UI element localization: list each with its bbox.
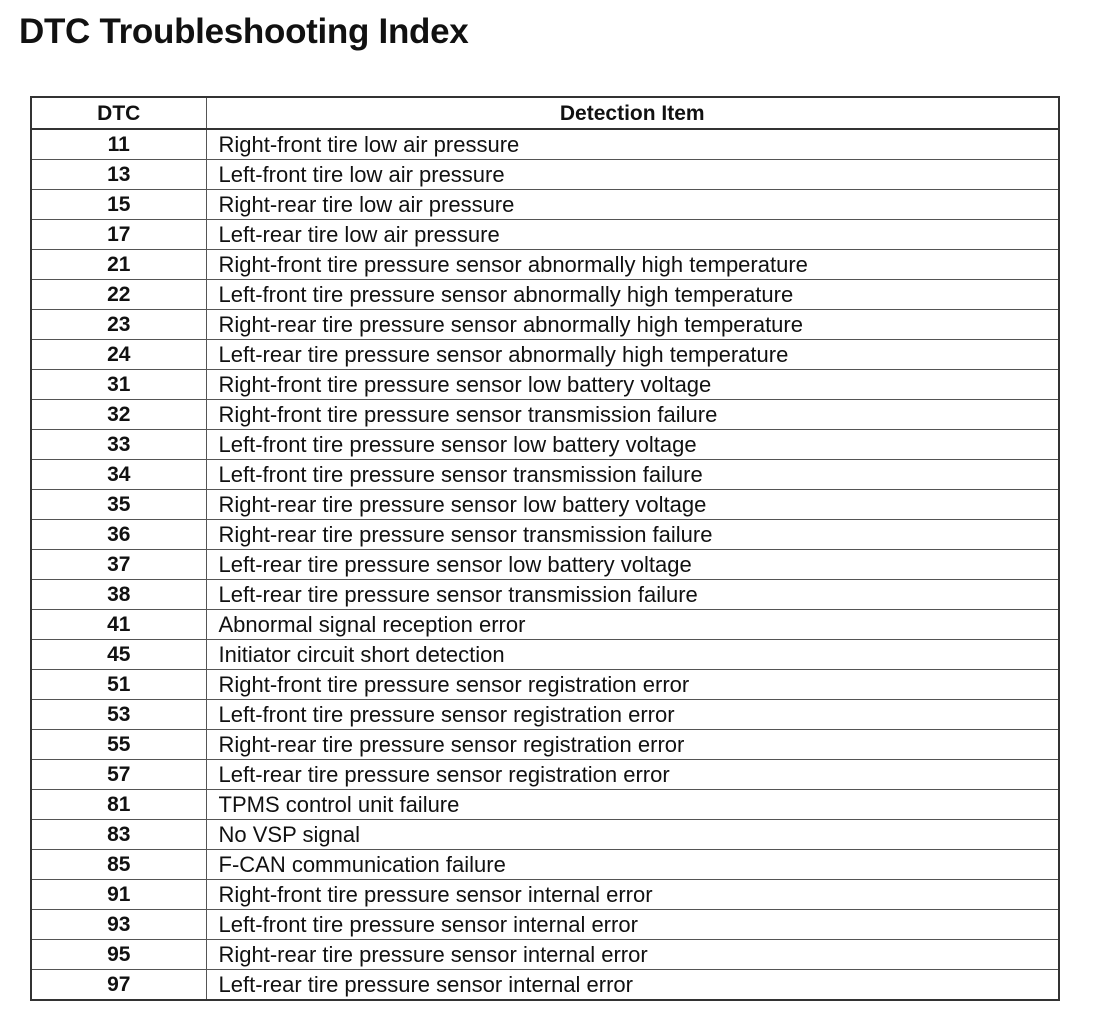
detection-item-cell: Left-rear tire pressure sensor abnormally high temperature <box>206 340 1059 370</box>
dtc-code-cell: 35 <box>31 490 206 520</box>
dtc-code-cell: 57 <box>31 760 206 790</box>
detection-item-cell: Right-rear tire pressure sensor transmission failure <box>206 520 1059 550</box>
detection-item-cell: Right-rear tire low air pressure <box>206 190 1059 220</box>
table-header-row <box>31 97 1059 129</box>
column-header-detection-item: Detection Item <box>206 97 1059 129</box>
detection-item-cell: Right-front tire pressure sensor internal error <box>206 880 1059 910</box>
table-row <box>31 460 1059 490</box>
detection-item-cell: Left-rear tire pressure sensor transmission failure <box>206 580 1059 610</box>
detection-item-cell: Right-rear tire pressure sensor abnormally high temperature <box>206 310 1059 340</box>
table-row <box>31 370 1059 400</box>
dtc-code-cell: 97 <box>31 970 206 1001</box>
dtc-code-cell: 13 <box>31 160 206 190</box>
table-row <box>31 280 1059 310</box>
dtc-code-cell: 38 <box>31 580 206 610</box>
table-body <box>31 129 1059 1000</box>
detection-item-cell: Right-rear tire pressure sensor registration error <box>206 730 1059 760</box>
table-row <box>31 190 1059 220</box>
dtc-code-cell: 55 <box>31 730 206 760</box>
detection-item-cell: Right-front tire pressure sensor low battery voltage <box>206 370 1059 400</box>
dtc-code-cell: 53 <box>31 700 206 730</box>
dtc-code-cell: 95 <box>31 940 206 970</box>
detection-item-cell: Left-front tire pressure sensor abnormally high temperature <box>206 280 1059 310</box>
page-title: DTC Troubleshooting Index <box>19 12 469 51</box>
detection-item-cell: Left-front tire pressure sensor low battery voltage <box>206 430 1059 460</box>
detection-item-cell: TPMS control unit failure <box>206 790 1059 820</box>
dtc-code-cell: 21 <box>31 250 206 280</box>
dtc-code-cell: 37 <box>31 550 206 580</box>
dtc-code-cell: 85 <box>31 850 206 880</box>
dtc-code-cell: 24 <box>31 340 206 370</box>
detection-item-cell: Left-front tire pressure sensor internal error <box>206 910 1059 940</box>
detection-item-cell: Left-front tire low air pressure <box>206 160 1059 190</box>
table-row <box>31 400 1059 430</box>
dtc-code-cell: 33 <box>31 430 206 460</box>
dtc-code-cell: 81 <box>31 790 206 820</box>
table-row <box>31 970 1059 1001</box>
column-header-dtc: DTC <box>31 97 206 129</box>
dtc-code-cell: 23 <box>31 310 206 340</box>
detection-item-cell: Left-rear tire low air pressure <box>206 220 1059 250</box>
dtc-code-cell: 36 <box>31 520 206 550</box>
dtc-code-cell: 45 <box>31 640 206 670</box>
dtc-index-table <box>30 96 1060 1001</box>
table-row <box>31 220 1059 250</box>
detection-item-cell: Left-front tire pressure sensor transmission failure <box>206 460 1059 490</box>
dtc-code-cell: 83 <box>31 820 206 850</box>
detection-item-cell: No VSP signal <box>206 820 1059 850</box>
dtc-code-cell: 34 <box>31 460 206 490</box>
detection-item-cell: F-CAN communication failure <box>206 850 1059 880</box>
table-row <box>31 670 1059 700</box>
table-row <box>31 760 1059 790</box>
table-row <box>31 820 1059 850</box>
table-row <box>31 910 1059 940</box>
table-row <box>31 850 1059 880</box>
dtc-code-cell: 91 <box>31 880 206 910</box>
dtc-code-cell: 17 <box>31 220 206 250</box>
detection-item-cell: Right-rear tire pressure sensor internal error <box>206 940 1059 970</box>
table-row <box>31 940 1059 970</box>
detection-item-cell: Left-front tire pressure sensor registration error <box>206 700 1059 730</box>
table-row <box>31 490 1059 520</box>
dtc-code-cell: 93 <box>31 910 206 940</box>
dtc-code-cell: 41 <box>31 610 206 640</box>
table-row <box>31 610 1059 640</box>
table-row <box>31 880 1059 910</box>
table-row <box>31 700 1059 730</box>
dtc-code-cell: 31 <box>31 370 206 400</box>
table-row <box>31 580 1059 610</box>
detection-item-cell: Right-front tire pressure sensor registration error <box>206 670 1059 700</box>
detection-item-cell: Initiator circuit short detection <box>206 640 1059 670</box>
detection-item-cell: Left-rear tire pressure sensor registration error <box>206 760 1059 790</box>
dtc-code-cell: 22 <box>31 280 206 310</box>
detection-item-cell: Right-front tire pressure sensor transmission failure <box>206 400 1059 430</box>
detection-item-cell: Left-rear tire pressure sensor low battery voltage <box>206 550 1059 580</box>
table-row <box>31 250 1059 280</box>
table-row <box>31 340 1059 370</box>
dtc-code-cell: 51 <box>31 670 206 700</box>
detection-item-cell: Right-front tire pressure sensor abnormally high temperature <box>206 250 1059 280</box>
detection-item-cell: Right-front tire low air pressure <box>206 129 1059 160</box>
dtc-code-cell: 11 <box>31 129 206 160</box>
detection-item-cell: Abnormal signal reception error <box>206 610 1059 640</box>
table-row <box>31 730 1059 760</box>
table-row <box>31 640 1059 670</box>
table-row <box>31 520 1059 550</box>
table-row <box>31 160 1059 190</box>
table-row <box>31 129 1059 160</box>
dtc-code-cell: 15 <box>31 190 206 220</box>
detection-item-cell: Right-rear tire pressure sensor low battery voltage <box>206 490 1059 520</box>
table-row <box>31 550 1059 580</box>
detection-item-cell: Left-rear tire pressure sensor internal error <box>206 970 1059 1001</box>
table-row <box>31 310 1059 340</box>
table-row <box>31 790 1059 820</box>
dtc-code-cell: 32 <box>31 400 206 430</box>
table-row <box>31 430 1059 460</box>
